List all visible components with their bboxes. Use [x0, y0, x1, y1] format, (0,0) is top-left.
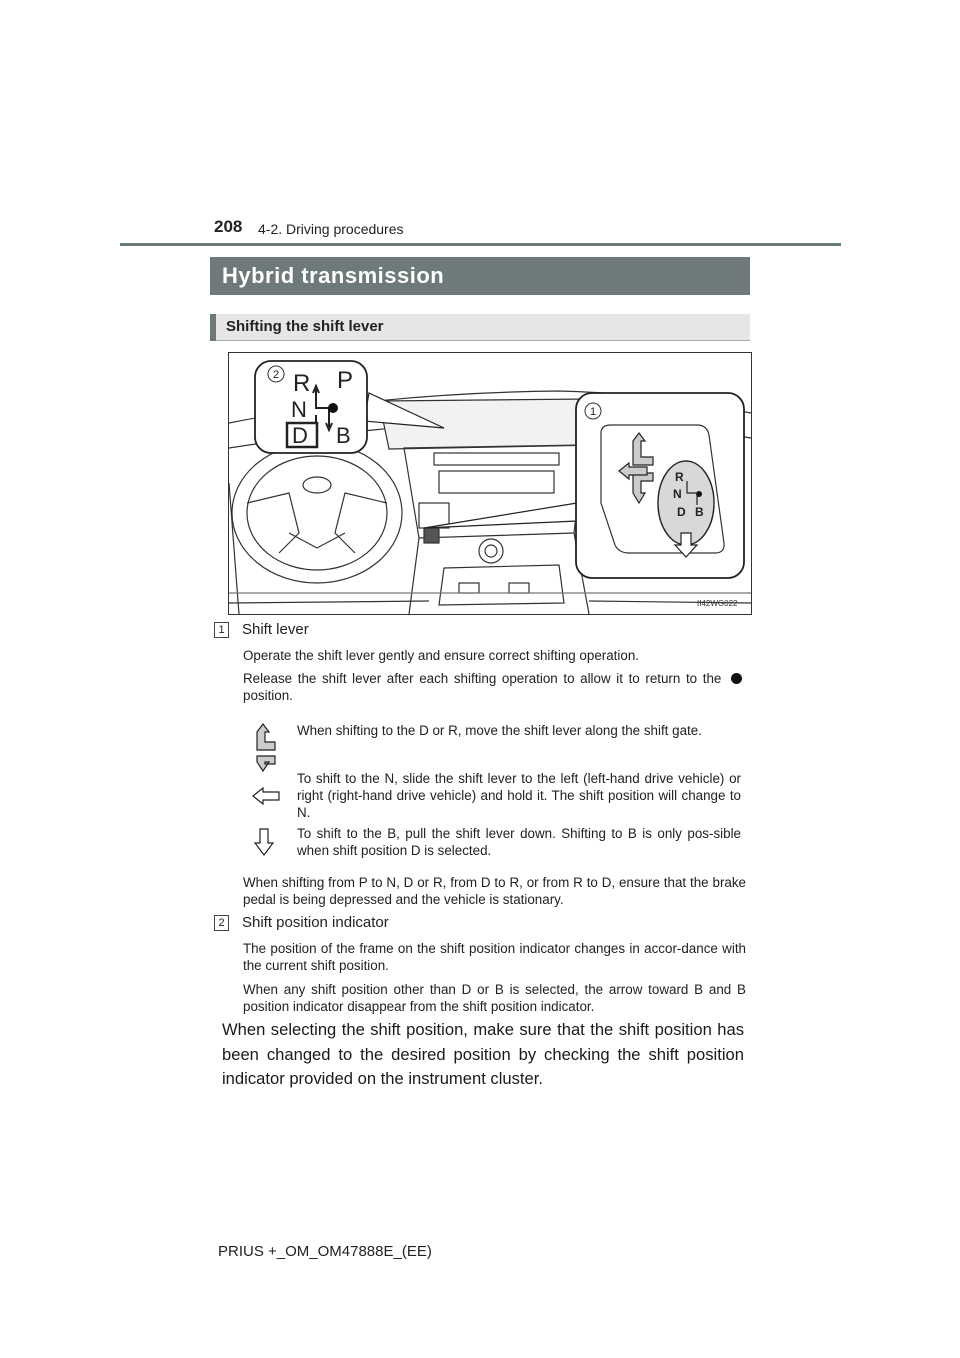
item-1-paragraph-2-before: Release the shift lever after each shifting operation to allow it to return to the [243, 671, 722, 686]
operation-text-1: When shifting to the D or R, move the shift lever along the shift gate. [297, 723, 702, 738]
item-1-number: 1 [214, 622, 229, 638]
header-divider [120, 243, 841, 246]
indicator-letter-r: R [293, 370, 311, 397]
item-2-paragraph-2: When any shift position other than D or B is selected, the arrow toward B and B position indicator disappear from the shift position indicator. [243, 982, 746, 1014]
left-arrow-icon [245, 778, 285, 828]
down-arrow-icon [245, 825, 285, 875]
footer-model-code: PRIUS +_OM_OM47888E_(EE) [218, 1243, 432, 1260]
page-header [0, 0, 960, 250]
knob-letter-r: R [675, 470, 684, 484]
indicator-letter-p: P [337, 367, 354, 394]
shift-indicator-inset [255, 361, 367, 453]
indicator-letter-b: B [336, 423, 351, 448]
page-number: 208 [214, 217, 243, 236]
item-2-paragraph-1: The position of the frame on the shift position indicator changes in accor-dance with the current shift position. [243, 941, 746, 973]
callout-2-label: 2 [272, 369, 280, 381]
item-1-paragraph-2 [243, 670, 746, 704]
indicator-letter-d: D [292, 423, 308, 448]
item-2-number: 2 [214, 915, 229, 931]
knob-letter-n: N [673, 487, 682, 501]
item-1-paragraph-2-after: position. [243, 688, 293, 703]
item-1-title: Shift lever [242, 621, 309, 638]
breadcrumb: 4-2. Driving procedures [258, 221, 404, 237]
item-1-heading [214, 621, 309, 638]
operation-text-3: To shift to the B, pull the shift lever down. Shifting to B is only pos-sible when shift position D is selected. [297, 826, 741, 858]
item-1-note: When shifting from P to N, D or R, from D to R, or from R to D, ensure that the brake pedal is being depressed and the vehicle is stationary. [243, 875, 746, 907]
home-dot-icon [731, 673, 742, 684]
callout-1-label: 1 [589, 406, 597, 418]
knob-letter-d: D [677, 505, 686, 519]
operation-text-2: To shift to the N, slide the shift lever to the left (left-hand drive vehicle) or right (right-hand drive vehicle) and hold it. The shift position will change to N. [297, 771, 741, 820]
item-2-heading [214, 914, 389, 931]
knob-letter-b: B [695, 505, 704, 519]
shift-gate-icon [245, 722, 285, 772]
item-2-title: Shift position indicator [242, 914, 389, 931]
dashboard-illustration [228, 352, 752, 615]
item-1-paragraph-1: Operate the shift lever gently and ensure correct shifting operation. [243, 648, 639, 663]
closing-paragraph: When selecting the shift position, make sure that the shift position has been changed to the desired position by checking the shift position indicator provided on the instrument cluster. [222, 1020, 744, 1088]
section-title: Hybrid transmission [222, 263, 445, 288]
section-title-bar [210, 257, 750, 295]
shift-lever-inset [576, 393, 744, 578]
illustration-code: II42WG022 [697, 599, 738, 608]
subsection-title: Shifting the shift lever [226, 318, 384, 335]
indicator-letter-n: N [291, 397, 307, 422]
home-position-dot [328, 403, 338, 413]
subsection-bar [210, 314, 750, 341]
subsection-accent [210, 314, 216, 341]
